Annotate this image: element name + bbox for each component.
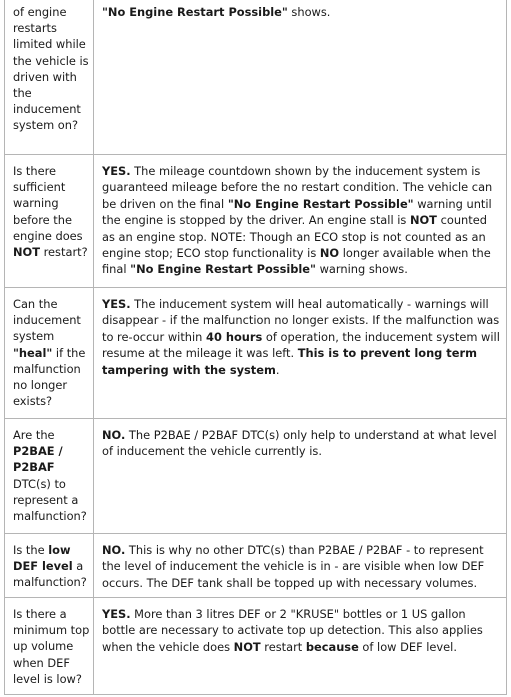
question-text: Can the inducement system [13, 297, 81, 344]
answer-bold-text: 40 hours [206, 329, 263, 344]
question-cell [4, 598, 94, 694]
faq-row [4, 598, 507, 695]
answer-cell [94, 419, 507, 533]
answer-bold-text: YES. [102, 164, 131, 178]
answer-cell [94, 155, 507, 287]
question-text: DTC(s) to represent a malfunction? [13, 476, 87, 524]
answer-cell [94, 598, 507, 694]
question-cell [4, 288, 94, 418]
answer-bold-text: NO. [102, 428, 126, 442]
answer-text: shows. [287, 5, 331, 19]
answer-bold-text: NOT [409, 213, 437, 228]
answer-text: The mileage countdown shown by the inducement system is guaranteed mileage before the no restart condition. The vehicle can be driven on the final [102, 164, 493, 211]
answer-cell [94, 288, 507, 418]
question-cell [4, 419, 94, 533]
answer-bold-text: This is to prevent long term tampering with the system [102, 346, 477, 377]
answer-text: of operation, the inducement system will resume at the mileage it was left. [102, 329, 500, 361]
answer-bold-text: YES. [102, 607, 131, 621]
faq-row [4, 155, 507, 288]
faq-row [4, 419, 507, 534]
answer-text: warning shows. [315, 262, 408, 277]
answer-text: restart [260, 639, 306, 654]
faq-row [4, 288, 507, 419]
question-text: Is there a minimum top up volume when DEF level is low? [13, 607, 90, 686]
answer-text: of low DEF level. [358, 639, 457, 654]
answer-text: longer available when the final [102, 246, 491, 277]
question-cell [4, 534, 94, 597]
answer-text: counted as an engine stop. NOTE: Though an ECO stop is not counted as an engine stop; ECO stop functionality is [102, 213, 487, 261]
answer-text: The P2BAE / P2BAF DTC(s) only help to understand at what level of inducement the vehicle currently is. [102, 428, 497, 459]
question-text: restart? [40, 245, 88, 260]
answer-bold-text: because [305, 639, 359, 654]
question-bold-text: NOT [13, 245, 40, 260]
answer-bold-text: NO [319, 246, 340, 261]
answer-bold-text: "No Engine Restart Possible" [130, 262, 316, 277]
question-text: Is the [13, 543, 49, 557]
faq-table [4, 0, 507, 695]
answer-cell [94, 0, 507, 154]
answer-bold-text: NO. [102, 543, 126, 557]
question-text: a malfunction? [13, 559, 87, 590]
answer-bold-text: "No Engine Restart Possible" [102, 5, 288, 19]
faq-row [4, 0, 507, 155]
question-text: if the malfunction no longer exists? [13, 345, 86, 409]
question-bold-text: P2BAE / P2BAF [13, 444, 63, 475]
answer-cell [94, 534, 507, 597]
question-text: Are the [13, 428, 55, 442]
question-bold-text: "heal" [13, 345, 53, 360]
answer-text: The inducement system will heal automatically - warnings will disappear - if the malfunction no longer exists. If the malfunction was to re-occur within [102, 297, 500, 344]
question-bold-text: low DEF level [13, 543, 73, 574]
question-text: Is there sufficient warning before the engine does [13, 164, 83, 243]
answer-text: warning until the engine is stopped by the driver. An engine stall is [102, 196, 492, 228]
answer-text: . [275, 362, 280, 377]
question-cell [4, 0, 94, 154]
question-text: of engine restarts limited while the vehicle is driven with the inducement system on? [13, 5, 89, 133]
faq-row [4, 534, 507, 598]
answer-bold-text: YES. [102, 297, 131, 311]
answer-text: More than 3 litres DEF or 2 "KRUSE" bottles or 1 US gallon bottle are necessary to activate top up detection. This also applies when the vehicle does [102, 607, 483, 654]
answer-bold-text: "No Engine Restart Possible" [227, 196, 414, 211]
answer-text: This is why no other DTC(s) than P2BAE / P2BAF - to represent the level of inducement the vehicle is in - are visible when low DEF occurs. The DEF tank shall be topped up with necessary volumes. [102, 543, 485, 590]
answer-bold-text: NOT [233, 639, 261, 654]
question-cell [4, 155, 94, 287]
